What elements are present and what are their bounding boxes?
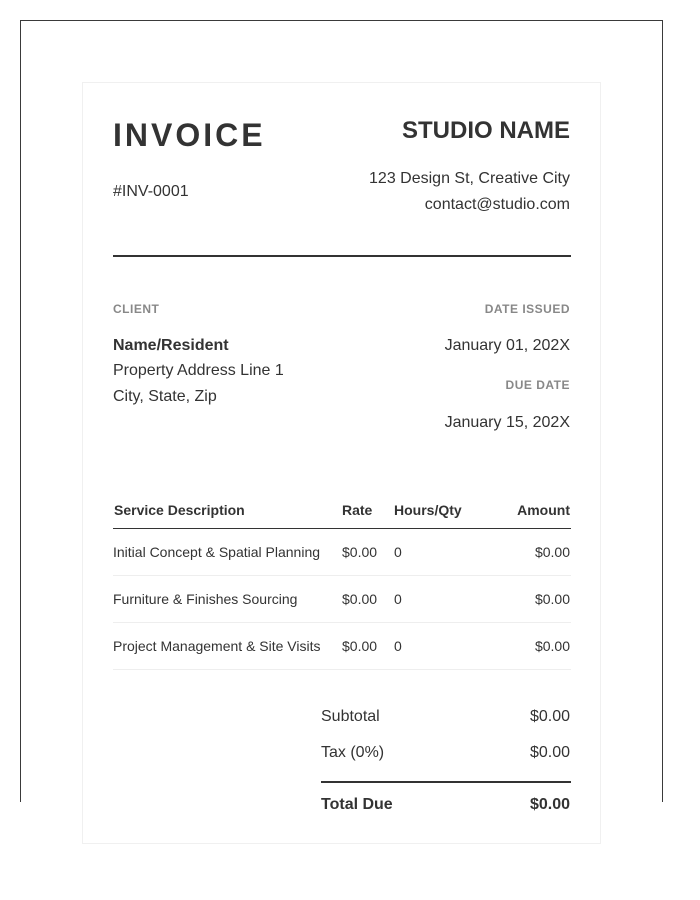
client-name: Name/Resident: [113, 337, 229, 354]
due-date-label: DUE DATE: [505, 378, 570, 392]
row-3-description: Project Management & Site Visits: [113, 638, 321, 654]
invoice-sheet: [82, 82, 601, 844]
row-3-rate: $0.00: [342, 638, 378, 654]
client-address-line2: City, State, Zip: [113, 388, 217, 405]
row-2-description: Furniture & Finishes Sourcing: [113, 591, 298, 607]
studio-name: STUDIO NAME: [402, 117, 570, 144]
row-divider: [113, 669, 571, 670]
studio-address: 123 Design St, Creative City: [369, 170, 570, 187]
total-due-value: $0.00: [529, 796, 570, 813]
column-header-description: Service Description: [114, 502, 245, 518]
studio-email: contact@studio.com: [424, 196, 570, 213]
tax-label: Tax (0%): [321, 744, 385, 761]
subtotal-value: $0.00: [529, 708, 570, 725]
date-issued: January 01, 202X: [444, 337, 570, 354]
row-2-qty: 0: [394, 591, 402, 607]
row-1-rate: $0.00: [342, 544, 378, 560]
client-label: CLIENT: [113, 302, 160, 316]
row-divider: [113, 575, 571, 576]
tax-value: $0.00: [529, 744, 570, 761]
row-2-rate: $0.00: [342, 591, 378, 607]
row-1-qty: 0: [394, 544, 402, 560]
total-due-label: Total Due: [321, 796, 393, 813]
header-divider: [113, 255, 571, 257]
column-header-rate: Rate: [342, 502, 373, 518]
subtotal-label: Subtotal: [321, 708, 380, 725]
date-issued-label: DATE ISSUED: [484, 302, 570, 316]
summary-divider: [321, 781, 571, 783]
row-3-qty: 0: [394, 638, 402, 654]
row-divider: [113, 622, 571, 623]
invoice-title: INVOICE: [113, 117, 266, 153]
client-address-line1: Property Address Line 1: [113, 362, 284, 379]
due-date: January 15, 202X: [444, 414, 570, 431]
column-header-amount: Amount: [517, 502, 570, 518]
row-1-amount: $0.00: [534, 544, 570, 560]
row-3-amount: $0.00: [534, 638, 570, 654]
row-1-description: Initial Concept & Spatial Planning: [113, 544, 321, 560]
row-2-amount: $0.00: [534, 591, 570, 607]
page-frame: [20, 20, 663, 813]
invoice-number: #INV-0001: [113, 183, 189, 200]
table-header-divider: [113, 528, 571, 529]
column-header-qty: Hours/Qty: [394, 502, 462, 518]
